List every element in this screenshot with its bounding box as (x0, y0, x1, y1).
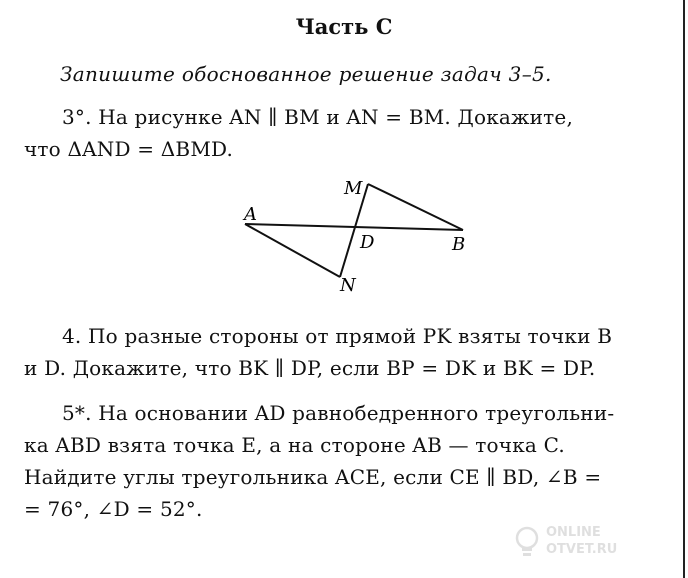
problem-3-line-2: что ΔAND = ΔBMD. (24, 137, 234, 161)
problem-4-line-2: и D. Докажите, что BK ∥ DP, если BP = DK и BK = DP. (24, 356, 596, 380)
watermark-line-1: ONLINE (546, 525, 601, 540)
lightbulb-icon (514, 526, 540, 558)
label-B: B (452, 234, 466, 255)
section-title: Часть С (295, 14, 393, 39)
geometry-diagram (230, 170, 490, 300)
diagram-svg (230, 170, 490, 300)
watermark (508, 522, 618, 562)
problem-4-line-1: 4. По разные стороны от прямой PK взяты точки B (62, 324, 613, 348)
page-border (683, 0, 685, 578)
problem-5-line-3: Найдите углы треугольника ACE, если CE ∥ BD, ∠B = (24, 465, 602, 489)
problem-5-line-2: ка ABD взята точка E, а на стороне AB — точка C. (24, 433, 565, 457)
segment-AN (245, 224, 340, 277)
watermark-line-2: OTVET.RU (546, 542, 618, 557)
label-D: D (360, 232, 375, 253)
watermark-text (546, 524, 617, 558)
label-M: M (344, 178, 363, 199)
segment-MB (368, 184, 463, 230)
problem-5-line-4: = 76°, ∠D = 52°. (24, 497, 203, 521)
label-N: N (340, 275, 356, 296)
problem-5-line-1: 5*. На основании AD равнобедренного треугольни- (62, 401, 615, 425)
problem-3-line-1: 3°. На рисунке AN ∥ BM и AN = BM. Докажите, (62, 105, 574, 129)
instruction-text: Запишите обоснованное решение задач 3–5. (60, 62, 552, 86)
label-A: A (244, 204, 257, 225)
